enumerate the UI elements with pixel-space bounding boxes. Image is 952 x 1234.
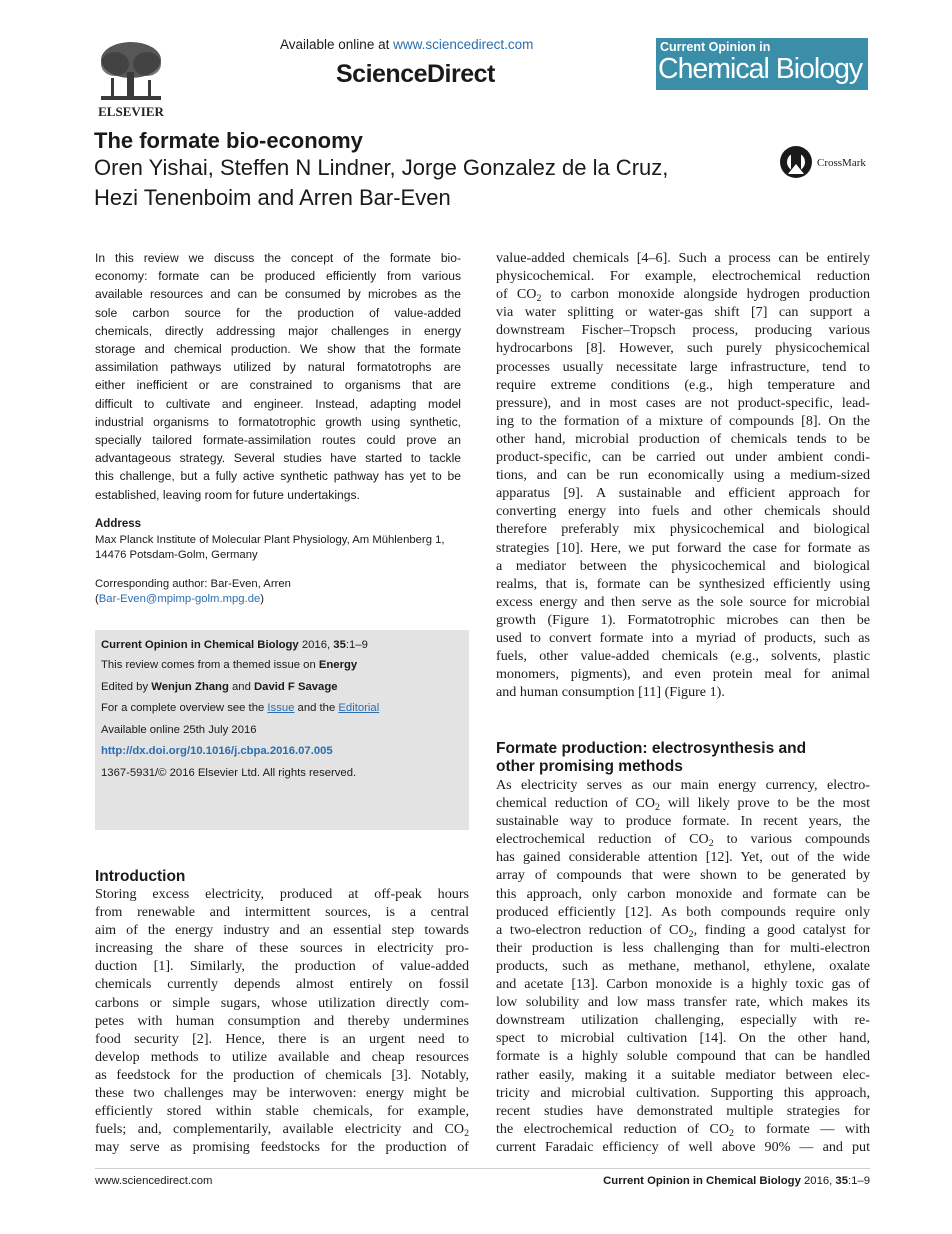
abstract-line: industrial organisms to formatotrophic growth using synthetic, — [95, 414, 461, 429]
abstract — [95, 249, 461, 504]
author-line-2: Hezi Tenenboim and Arren Bar-Even — [94, 185, 451, 210]
body-line: excess energy and then serve as the sole source for microbial — [496, 593, 870, 610]
footer-divider — [95, 1168, 870, 1169]
body-line: low solubility and low mass transfer rate, which makes its — [496, 994, 870, 1011]
intro-line: from renewable and intermittent sources, is a central — [95, 904, 469, 921]
body-line: physicochemical. For example, electrochemical reduction — [496, 268, 870, 285]
abstract-line: economy: formate can be produced efficiently from various — [95, 269, 461, 284]
theme-prefix: This review comes from a themed issue on — [101, 659, 319, 671]
section-heading-line-2: other promising methods — [496, 758, 683, 775]
abstract-line: sole carbon source for the production of value-added — [95, 305, 461, 320]
abstract-line: assimilation pathways utilized by natural formatotrophs are — [95, 360, 461, 375]
body-line: formate is a highly soluble compound that can be handled — [496, 1048, 870, 1065]
infobox-citation — [101, 639, 368, 651]
body-line: As electricity serves as our main energy currency, electro- — [496, 777, 870, 793]
infobox-volume: 35 — [333, 639, 346, 651]
body-line: tions, and can be run economically using a medium-sized — [496, 467, 870, 484]
abstract-line: available resources and can be consumed by microbes as the — [95, 287, 461, 302]
right-column-paragraph-1 — [496, 249, 870, 701]
intro-line: food security [2]. Hence, there is an urgent need to — [95, 1030, 469, 1047]
body-line: strategies [10]. Here, we put forward the case for formate as — [496, 539, 870, 556]
intro-line: petes with human consumption and thereby undermines — [95, 1012, 469, 1029]
abstract-line: this challenge, but a fully active synthetic pathway has yet to be — [95, 469, 461, 484]
editorial-link[interactable]: Editorial — [338, 702, 380, 714]
elsevier-tree-logo — [93, 38, 169, 122]
body-line: tricity and microbial cultivation. Supporting this approach, — [496, 1084, 870, 1101]
journal-logo — [656, 38, 868, 90]
body-line: chemical reduction of $CO_2$ will likely prove to be the most — [496, 795, 870, 814]
infobox-pages: :1–9 — [345, 639, 368, 651]
infobox-theme — [101, 659, 357, 671]
available-online — [280, 37, 533, 52]
body-line: this approach, only carbon monoxide and formate can be — [496, 885, 870, 902]
infobox-journal: Current Opinion in Chemical Biology — [101, 639, 299, 651]
corresponding-author: Corresponding author: Bar-Even, Arren — [95, 578, 291, 590]
abstract-line: specially tailored formate-assimilation routes could prove an — [95, 433, 461, 448]
section-heading-line-1: Formate production: electrosynthesis and — [496, 740, 807, 757]
doi-link[interactable] — [101, 745, 333, 757]
abstract-line: In this review we discuss the concept of the formate bio- — [95, 251, 461, 265]
address-heading: Address — [95, 518, 142, 530]
crossmark-badge[interactable] — [779, 144, 899, 180]
introduction-body — [95, 885, 469, 1156]
body-line: and human consumption [11] (Figure 1). — [496, 684, 725, 701]
body-line: converting energy into fuels and other chemicals should — [496, 503, 870, 520]
footer-pages: :1–9 — [848, 1175, 870, 1187]
body-line: spect to microbial cultivation [14]. On the other hand, — [496, 1030, 870, 1047]
abstract-line: difficult to cultivate and engineer. Instead, adapting model — [95, 396, 461, 411]
journal-logo-line2: Chemical Biology — [658, 53, 863, 85]
intro-line: aim of the energy industry and an essential step towards — [95, 922, 469, 939]
sciencedirect-wordmark: ScienceDirect — [336, 60, 495, 88]
footer-volume: 35 — [835, 1175, 848, 1187]
body-line: ing to the formation of a mixture of compounds [8]. On the — [496, 412, 870, 429]
body-line: recent studies have demonstrated multiple strategies for — [496, 1102, 870, 1119]
author-line-1: Oren Yishai, Steffen N Lindner, Jorge Gonzalez de la Cruz, — [94, 155, 669, 180]
abstract-line: storage and chemical production. We show that the formate — [95, 342, 461, 357]
abstract-line: chemicals, directly addressing major challenges in energy — [95, 323, 461, 338]
body-line: growth (Figure 1). Formatotrophic microbes can then be — [496, 611, 870, 628]
introduction-heading: Introduction — [95, 868, 186, 885]
body-line: electrochemical reduction of $CO_2$ to various compounds — [496, 831, 870, 850]
body-line: array of compounds that were shown to be generated by — [496, 867, 870, 884]
footer-citation — [560, 1175, 870, 1187]
crossmark-icon — [779, 144, 813, 180]
intro-line: Storing excess electricity, produced at off-peak hours — [95, 886, 469, 902]
overview-and: and the — [294, 702, 339, 714]
sciencedirect-link[interactable]: www.sciencedirect.com — [393, 37, 534, 52]
intro-line: duction [1]. Similarly, the production of value-added — [95, 958, 469, 975]
body-line: sustainable way to produce formate. In recent years, the — [496, 813, 870, 830]
editor-2: David F Savage — [254, 681, 338, 693]
crossmark-label: CrossMark — [817, 157, 866, 169]
body-line: apparatus [9]. A sustainable and efficient approach for — [496, 485, 870, 502]
body-line: processes usually necessitate large infrastructure, tend to — [496, 358, 870, 375]
intro-line: develop methods to utilize available and cheap resources — [95, 1048, 469, 1065]
edited-and: and — [228, 681, 254, 693]
body-line: a mediator between the physicochemical and biological — [496, 557, 870, 574]
corresponding-email-line: (Bar-Even@mpimp-golm.mpg.de) — [95, 593, 265, 605]
footer-website[interactable]: www.sciencedirect.com — [95, 1175, 213, 1187]
body-line: has gained considerable attention [12]. Yet, out of the wide — [496, 849, 870, 866]
intro-line: as feedstock for the production of chemicals [3]. Notably, — [95, 1066, 469, 1083]
doi-link-text[interactable]: http://dx.doi.org/10.1016/j.cbpa.2016.07.005 — [101, 745, 333, 757]
body-line: rather easily, making it a suitable mediator between elec- — [496, 1066, 870, 1083]
body-line: other hand, microbial production of chemicals tends to be — [496, 430, 870, 447]
address-line-1: Max Planck Institute of Molecular Plant Physiology, Am Mühlenberg 1, — [95, 534, 445, 546]
body-line: fuels, other value-added chemicals (e.g., solvents, plastic — [496, 648, 870, 665]
infobox-overview — [101, 702, 379, 714]
body-line: products, such as methane, methanol, ethylene, oxalate — [496, 957, 870, 974]
body-line: produced efficiently [12]. As both compounds require only — [496, 903, 870, 920]
overview-prefix: For a complete overview see the — [101, 702, 268, 714]
body-line: require extreme conditions (e.g., high temperature and — [496, 376, 870, 393]
body-line: downstream Fischer–Tropsch process, producing various — [496, 322, 870, 339]
theme-name: Energy — [318, 659, 358, 671]
infobox-available: Available online 25th July 2016 — [101, 724, 257, 736]
body-line: their production is less challenging than for multi-electron — [496, 939, 870, 956]
body-line: pressure), and in most cases are not product-specific, lead- — [496, 394, 870, 411]
body-line: hydrocarbons [8]. However, such purely physicochemical — [496, 340, 870, 357]
abstract-line: established, leaving room for future undertakings. — [95, 487, 360, 502]
abstract-line: either inefficient or are constrained to organisms that are — [95, 378, 461, 393]
body-line: current Faradaic efficiency of well above 90% — and put — [496, 1138, 870, 1155]
edited-prefix: Edited by — [101, 681, 152, 693]
footer-year: 2016, — [800, 1175, 836, 1187]
body-line: downstream utilization challenging, especially with re- — [496, 1012, 870, 1029]
abstract-line: advantageous strategy. Several studies have started to tackle — [95, 451, 461, 466]
body-line: value-added chemicals [4–6]. Such a process can be entirely — [496, 250, 870, 266]
body-line: via water splitting or water-gas shift [7] can support a — [496, 304, 870, 321]
body-line: monomers, pigments), and even protein meal for animal — [496, 666, 870, 683]
journal-logo-line1: Current Opinion in — [660, 40, 771, 54]
intro-line: fuels; and, complementarily, available electricity and $CO_2$ — [95, 1121, 469, 1140]
infobox-copyright: 1367-5931/© 2016 Elsevier Ltd. All rights reserved. — [101, 767, 357, 779]
editor-1: Wenjun Zhang — [151, 681, 229, 693]
body-line: used to convert formate into a myriad of products, such as — [496, 629, 870, 646]
intro-line: chemicals currently depends almost entirely on fossil — [95, 976, 469, 993]
available-prefix: Available online at — [280, 37, 394, 52]
article-title: The formate bio-economy — [94, 128, 363, 153]
intro-line: may serve as promising feedstocks for the production of — [95, 1139, 469, 1156]
right-column-paragraph-2 — [496, 776, 870, 1156]
intro-line: these two challenges may be interwoven: energy might be — [95, 1085, 469, 1102]
publisher-name: ELSEVIER — [98, 104, 164, 119]
article-info-box — [95, 630, 469, 830]
body-line: therefore preferably mix physicochemical and biological — [496, 521, 870, 538]
body-line: product-specific, can be carried out under ambient condi- — [496, 449, 870, 466]
corresponding-email-link[interactable]: Bar-Even@mpimp-golm.mpg.de — [98, 593, 261, 605]
intro-line: carbons or simple sugars, whose utilization directly com- — [95, 994, 469, 1011]
infobox-year: 2016, — [298, 639, 334, 651]
body-line: the electrochemical reduction of $CO_2$ to formate — with — [496, 1120, 870, 1139]
intro-line: increasing the share of these sources in electricity pro- — [95, 940, 469, 957]
body-line: a two-electron reduction of $CO_2$, finding a good catalyst for — [496, 921, 870, 940]
infobox-editors — [101, 681, 338, 693]
body-line: realms, that is, formate can be synthesized efficiently using — [496, 575, 870, 592]
issue-link[interactable]: Issue — [267, 702, 295, 714]
address-line-2: 14476 Potsdam-Golm, Germany — [95, 549, 258, 561]
body-line: and acetate [13]. Carbon monoxide is a highly toxic gas of — [496, 976, 870, 993]
body-line: of $CO_2$ to carbon monoxide alongside hydrogen production — [496, 286, 871, 305]
intro-line: efficiently stored within stable chemicals, for example, — [95, 1103, 469, 1120]
footer-journal: Current Opinion in Chemical Biology — [603, 1175, 801, 1187]
